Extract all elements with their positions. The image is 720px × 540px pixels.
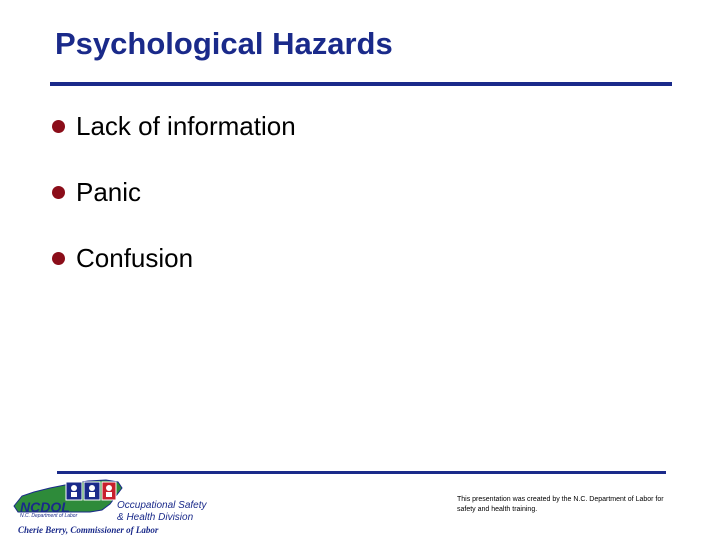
bullet-item bbox=[52, 172, 141, 212]
bullet-text: Lack of information bbox=[76, 110, 296, 141]
bullet-dot-icon bbox=[52, 186, 65, 199]
bullet-text: Panic bbox=[76, 176, 142, 207]
logo-division-line1: Occupational Safety bbox=[117, 500, 207, 511]
logo-org-subtitle: N.C. Department of Labor bbox=[20, 513, 78, 519]
footer-divider bbox=[57, 471, 666, 474]
slide-title: Psychological Hazards bbox=[55, 26, 393, 61]
ncdol-logo bbox=[10, 476, 210, 538]
logo-commissioner: Cherie Berry, Commissioner of Labor bbox=[18, 525, 159, 535]
bullet-dot-icon bbox=[52, 252, 65, 265]
footer-credit-note: This presentation was created by the N.C. Department of Labor for safety and health training. bbox=[457, 496, 664, 513]
logo-division-line2: & Health Division bbox=[117, 512, 194, 523]
bullet-item bbox=[52, 106, 296, 146]
logo-org-name: NCDOL bbox=[20, 499, 70, 515]
title-divider bbox=[50, 82, 672, 86]
bullet-dot-icon bbox=[52, 120, 65, 133]
bullet-item bbox=[52, 238, 193, 278]
bullet-text: Confusion bbox=[76, 242, 194, 273]
